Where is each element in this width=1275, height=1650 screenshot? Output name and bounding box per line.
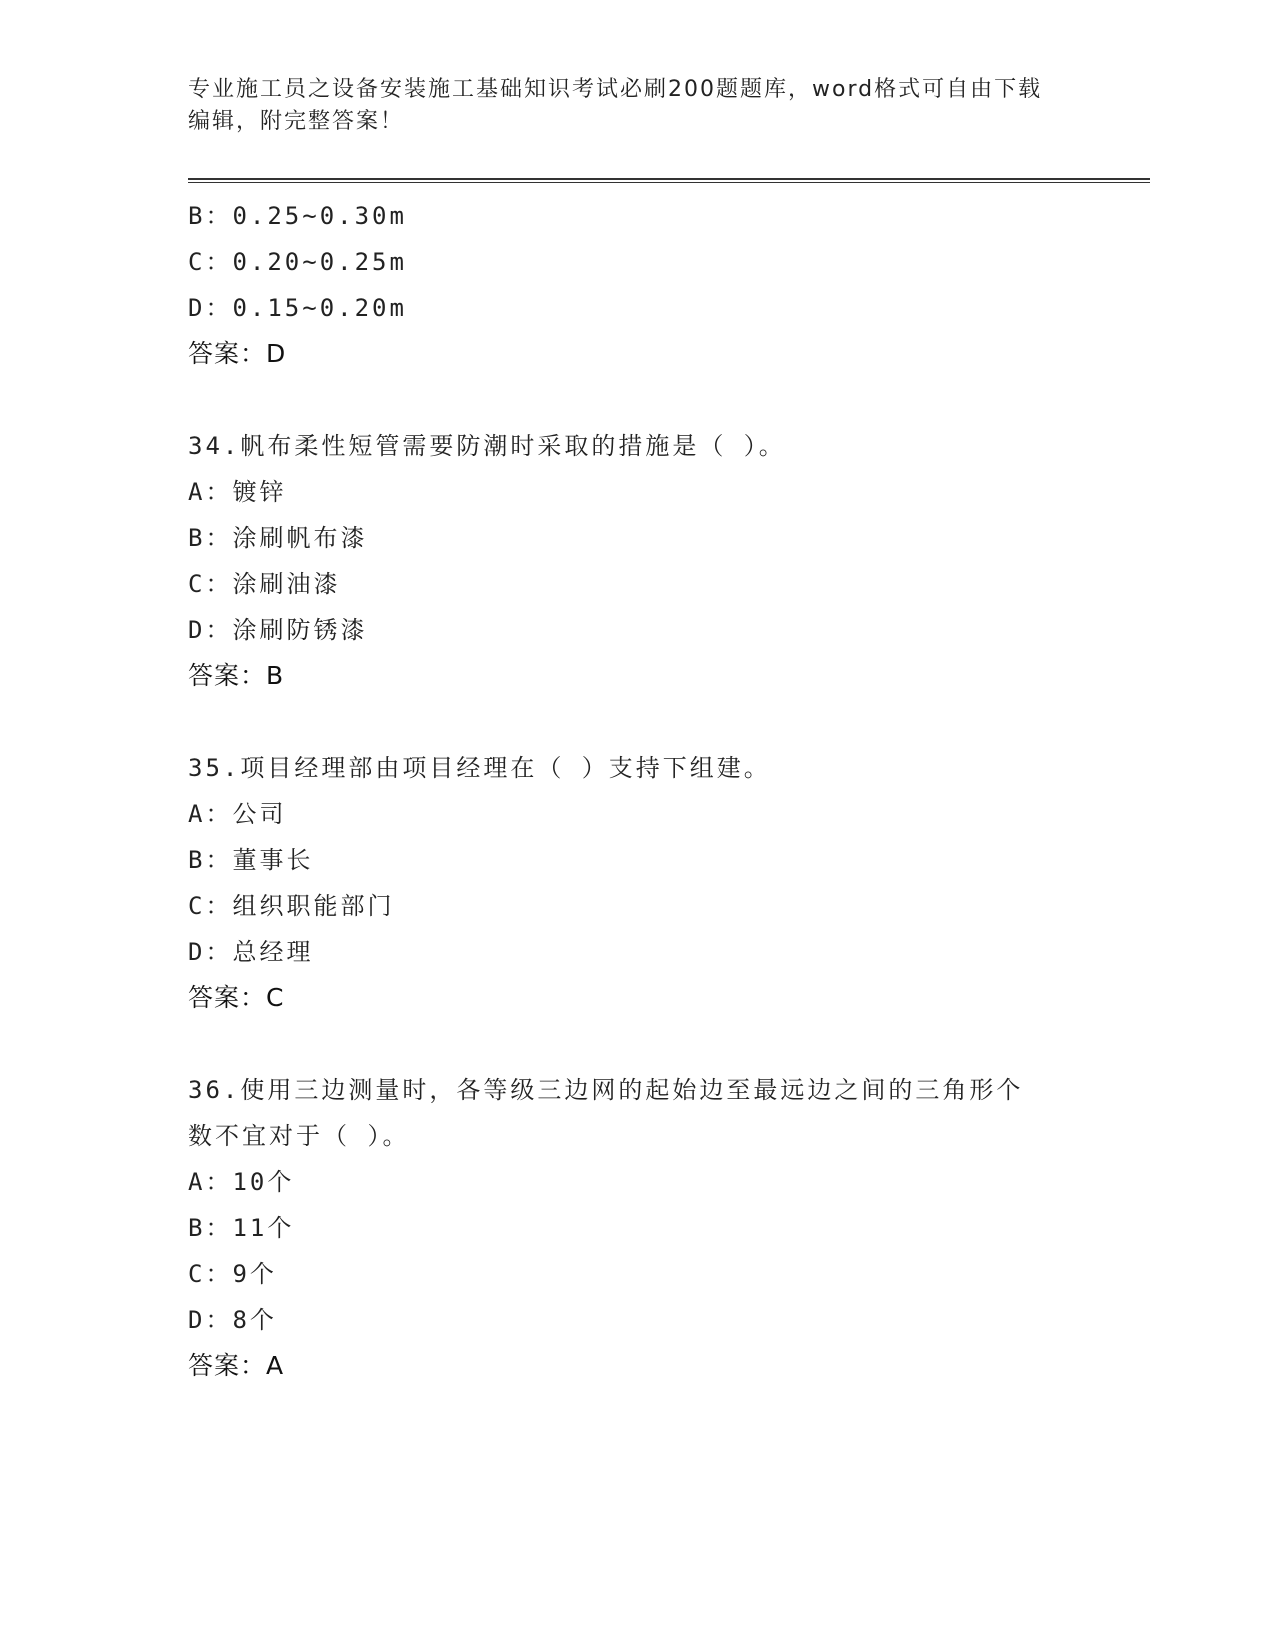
question-stem: 34.帆布柔性短管需要防潮时采取的措施是（ ）。 (188, 432, 786, 460)
option-a: A：10个 (188, 1168, 295, 1196)
answer-label: 答案：D (188, 339, 287, 368)
answer-label: 答案：C (188, 983, 285, 1012)
option-b: B：0.25~0.30m (188, 202, 407, 230)
question-stem-line-2: 数不宜对于（ ）。 (188, 1122, 410, 1150)
document-header (188, 74, 1068, 138)
option-d: D：总经理 (188, 938, 314, 966)
spacer (188, 1021, 1088, 1067)
option-b: B：涂刷帆布漆 (188, 524, 368, 552)
header-title-line-2: 编辑，附完整答案！ (188, 109, 405, 134)
option-a: A：镀锌 (188, 478, 287, 506)
option-d: D：涂刷防锈漆 (188, 616, 368, 644)
option-c: C：涂刷油漆 (188, 570, 341, 598)
option-d: D：8个 (188, 1306, 277, 1334)
option-c: C：组织职能部门 (188, 892, 395, 920)
answer-label: 答案：B (188, 661, 285, 690)
option-c: C：0.20~0.25m (188, 248, 407, 276)
option-a: A：公司 (188, 800, 287, 828)
question-35-block (188, 745, 1088, 1021)
header-title-line-1: 专业施工员之设备安装施工基础知识考试必刷200题题库，word格式可自由下载 (188, 77, 1043, 102)
question-stem: 35.项目经理部由项目经理在（ ）支持下组建。 (188, 754, 771, 782)
header-divider-thick (188, 178, 1150, 180)
header-divider-thin (188, 182, 1150, 183)
option-c: C：9个 (188, 1260, 277, 1288)
spacer (188, 377, 1088, 423)
question-stem-line-1: 36.使用三边测量时，各等级三边网的起始边至最远边之间的三角形个 (188, 1076, 1024, 1104)
option-b: B：11个 (188, 1214, 295, 1242)
question-33-block (188, 193, 1088, 377)
option-b: B：董事长 (188, 846, 314, 874)
question-list (188, 193, 1088, 1389)
question-36-block (188, 1067, 1088, 1389)
option-d: D：0.15~0.20m (188, 294, 407, 322)
spacer (188, 699, 1088, 745)
question-34-block (188, 423, 1088, 699)
answer-label: 答案：A (188, 1351, 285, 1380)
